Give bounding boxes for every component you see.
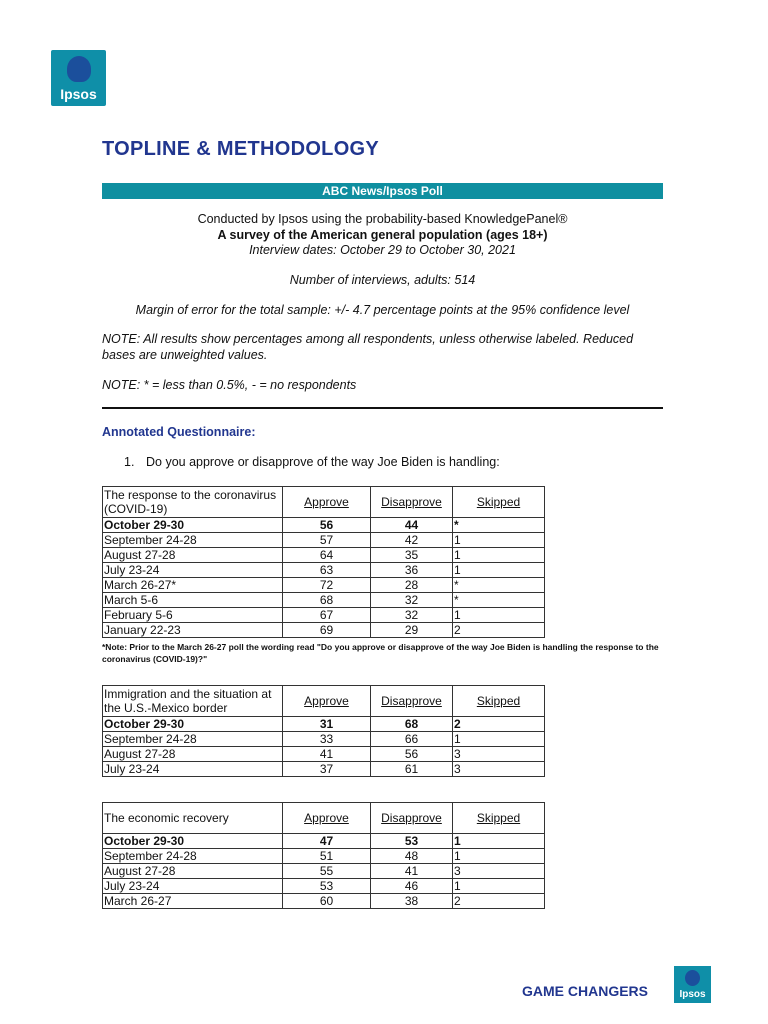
- table-coronavirus: [102, 486, 545, 638]
- col-approve: Approve: [283, 686, 371, 717]
- question-text: Do you approve or disapprove of the way Joe Biden is handling:: [146, 455, 500, 469]
- footer-logo-head-icon: [685, 970, 700, 986]
- question-1: [124, 455, 500, 469]
- table-row: July 23-24 53 46 1: [103, 879, 545, 894]
- logo-text: Ipsos: [60, 86, 97, 102]
- table-row: September 24-28 57 42 1: [103, 533, 545, 548]
- table-row: October 29-30 47 53 1: [103, 834, 545, 849]
- interview-count: Number of interviews, adults: 514: [289, 273, 476, 287]
- col-skipped: Skipped: [453, 803, 545, 834]
- table-row: July 23-24 37 61 3: [103, 762, 545, 777]
- col-approve: Approve: [283, 487, 371, 518]
- table-label: The economic recovery: [103, 803, 283, 834]
- note-results: NOTE: All results show percentages among all respondents, unless otherwise labeled. Reduced bases are unweighted values.: [102, 332, 634, 362]
- footer-logo-text: Ipsos: [679, 989, 706, 1000]
- table-label: Immigration and the situation at the U.S.-Mexico border: [103, 686, 283, 717]
- table-row: October 29-30 31 68 2: [103, 717, 545, 732]
- table-row: March 26-27 60 38 2: [103, 894, 545, 909]
- page-title: TOPLINE & METHODOLOGY: [102, 138, 380, 160]
- col-disapprove: Disapprove: [371, 487, 453, 518]
- ipsos-logo: [51, 50, 106, 106]
- table-row: March 26-27* 72 28 *: [103, 578, 545, 593]
- table-row: March 5-6 68 32 *: [103, 593, 545, 608]
- table-row: August 27-28 41 56 3: [103, 747, 545, 762]
- questionnaire-heading: Annotated Questionnaire:: [102, 425, 256, 439]
- footer-tagline: GAME CHANGERS: [522, 983, 649, 999]
- table-row: January 22-23 69 29 2: [103, 623, 545, 638]
- col-approve: Approve: [283, 803, 371, 834]
- question-number: 1.: [124, 455, 135, 469]
- footer-ipsos-logo: [674, 966, 711, 1003]
- table-row: February 5-6 67 32 1: [103, 608, 545, 623]
- table-row: October 29-30 56 44 *: [103, 518, 545, 533]
- survey-text: A survey of the American general population (ages 18+): [217, 228, 548, 242]
- col-disapprove: Disapprove: [371, 686, 453, 717]
- table-row: August 27-28 64 35 1: [103, 548, 545, 563]
- col-skipped: Skipped: [453, 686, 545, 717]
- table-immigration: [102, 685, 545, 777]
- table-row: August 27-28 55 41 3: [103, 864, 545, 879]
- table-footnote: *Note: Prior to the March 26-27 poll the wording read "Do you approve or disapprove of the way Joe Biden is handling the response to the coronavirus (COVID-19)?": [102, 642, 659, 664]
- col-skipped: Skipped: [453, 487, 545, 518]
- table-row: July 23-24 63 36 1: [103, 563, 545, 578]
- table-row: September 24-28 33 66 1: [103, 732, 545, 747]
- interview-dates: Interview dates: October 29 to October 30, 2021: [249, 243, 516, 257]
- logo-head-icon: [67, 56, 91, 82]
- poll-banner: ABC News/Ipsos Poll: [102, 183, 663, 199]
- table-label: The response to the coronavirus (COVID-19): [103, 487, 283, 518]
- margin-of-error: Margin of error for the total sample: +/- 4.7 percentage points at the 95% confidence level: [135, 303, 630, 317]
- divider: [102, 407, 663, 409]
- table-row: September 24-28 51 48 1: [103, 849, 545, 864]
- note-symbols: NOTE: * = less than 0.5%, - = no respondents: [102, 378, 357, 392]
- table-economy: [102, 802, 545, 909]
- col-disapprove: Disapprove: [371, 803, 453, 834]
- conducted-text: Conducted by Ipsos using the probability-based KnowledgePanel®: [197, 212, 568, 226]
